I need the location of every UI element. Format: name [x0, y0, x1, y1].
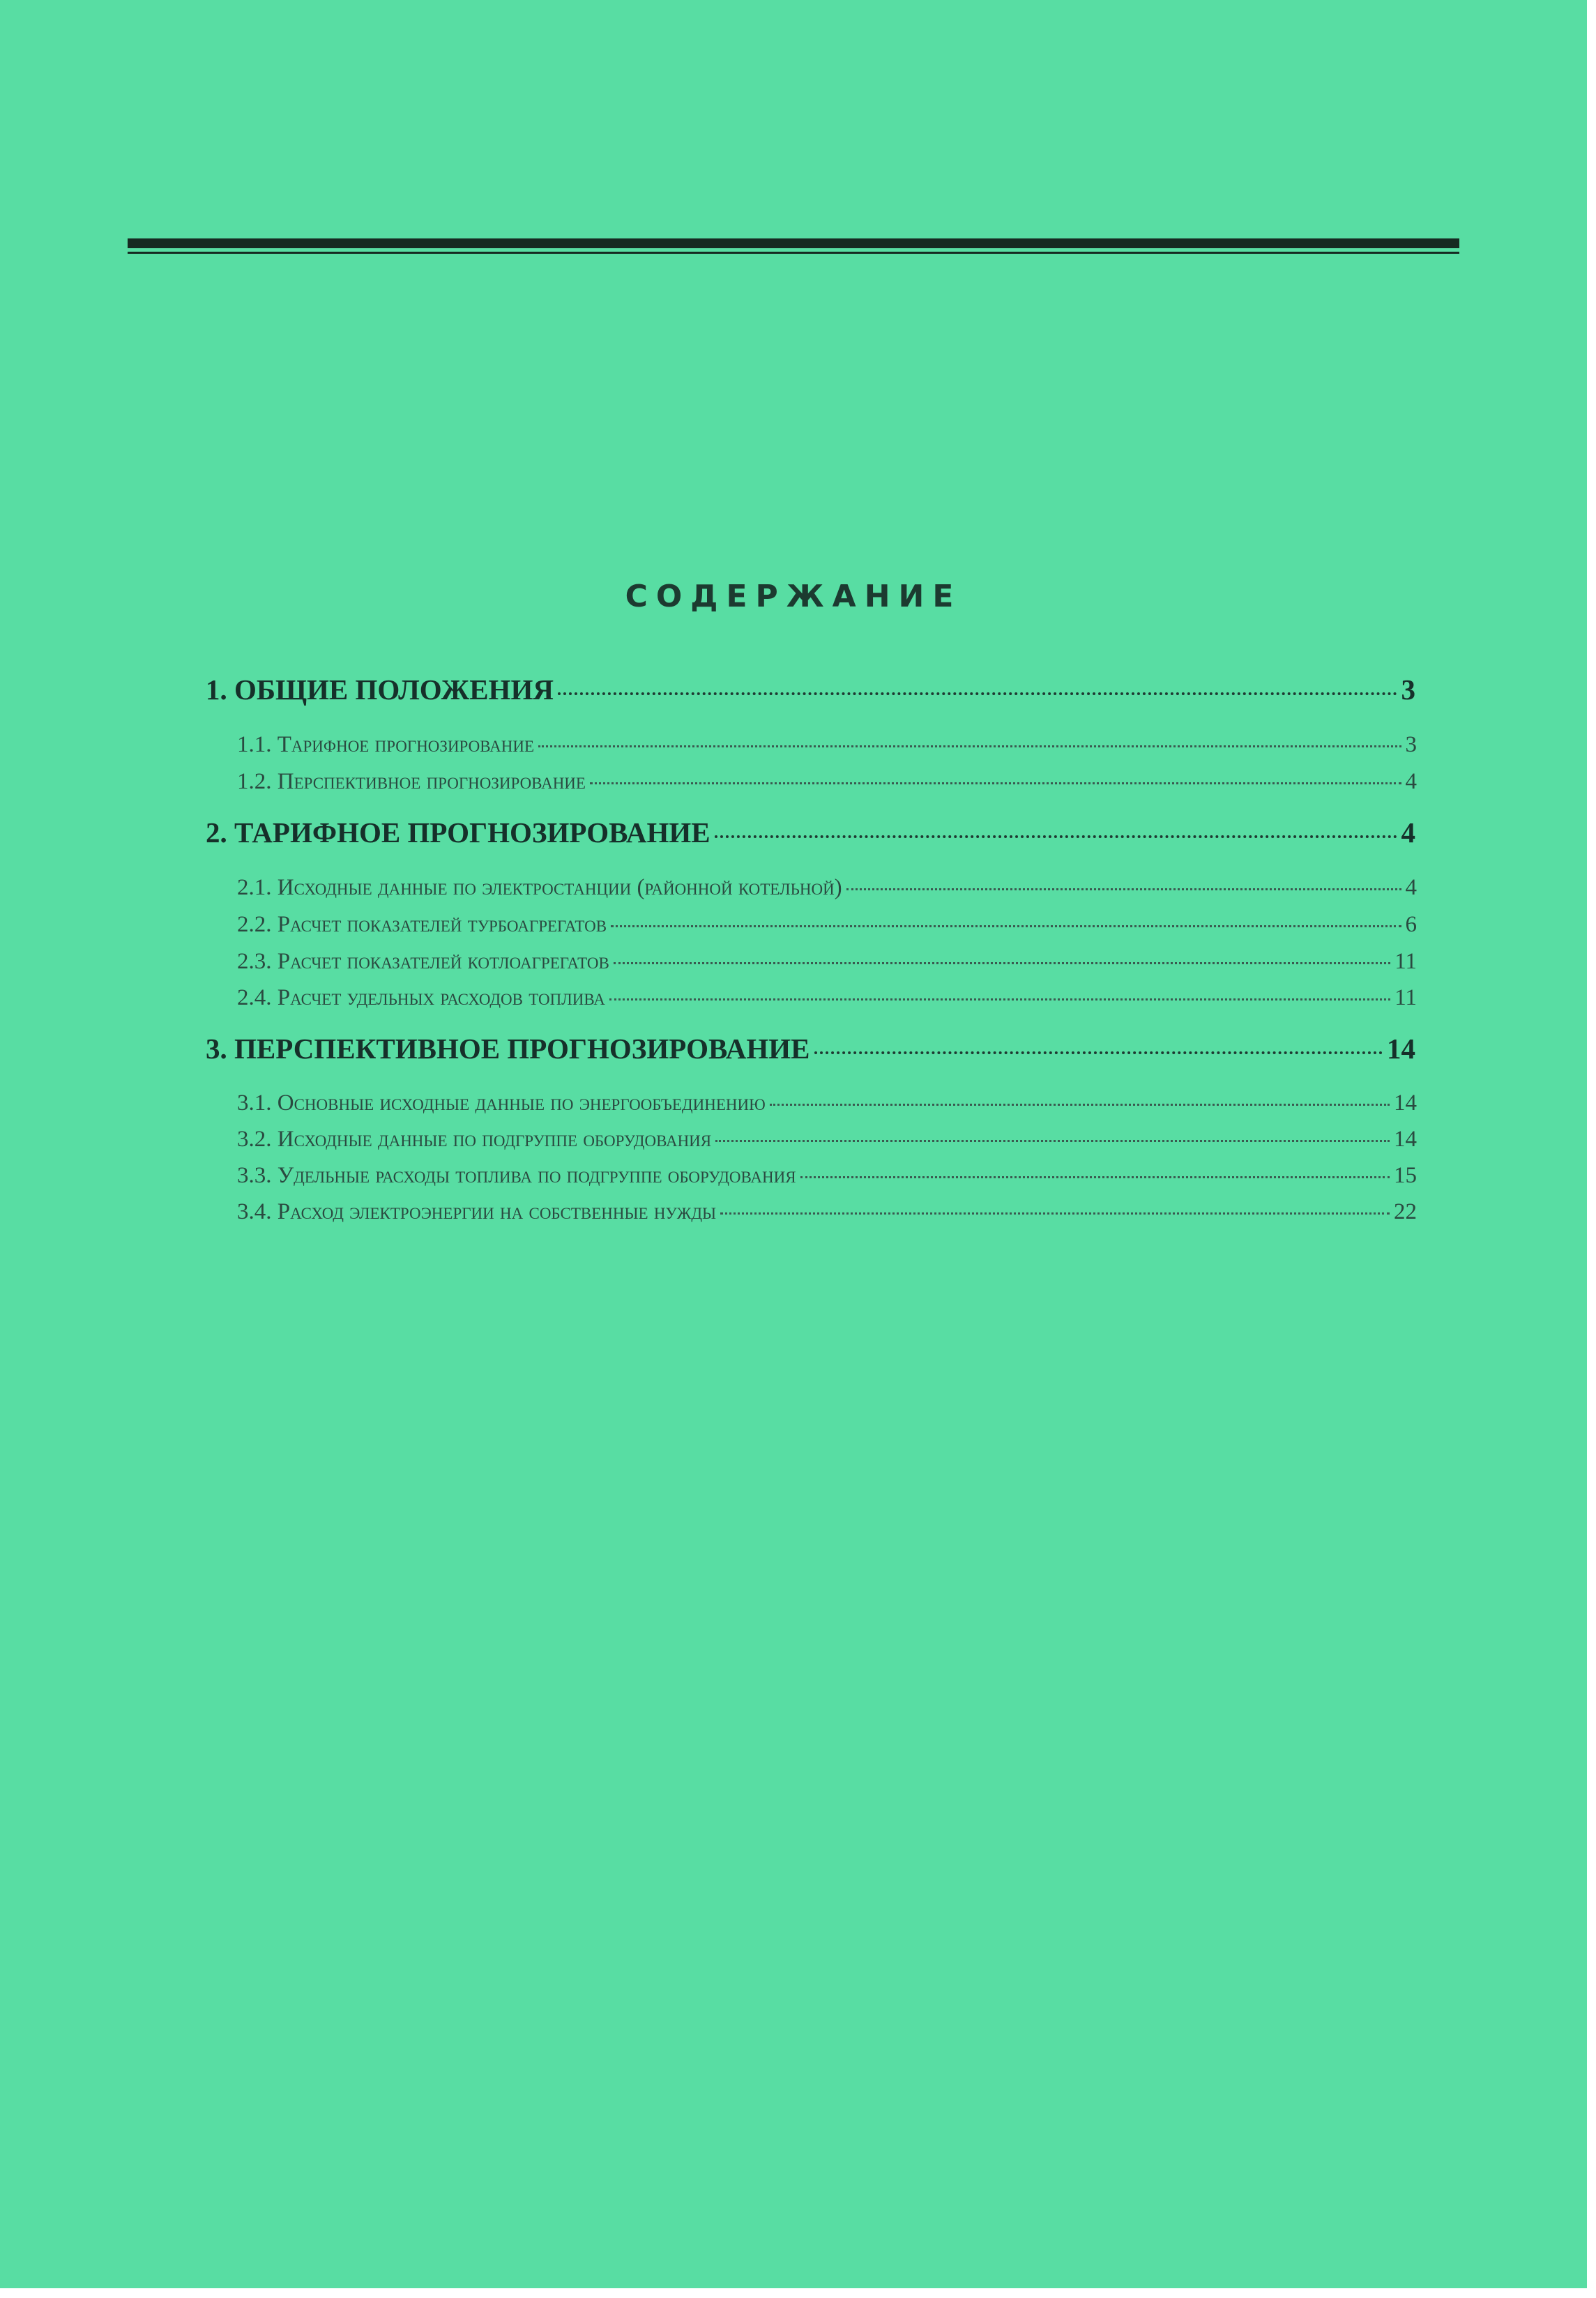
toc-dot-leader: [800, 1176, 1390, 1178]
toc-entry-page: 14: [1387, 1033, 1415, 1065]
toc-entry-label: 2.1. Исходные данные по электростанции (районной котельной): [237, 875, 842, 900]
toc-entry-label: 3.4. Расход электроэнергии на собственные нужды: [237, 1199, 717, 1224]
toc-section-entry: [206, 1032, 1415, 1065]
toc-subsection-entry: [237, 985, 1417, 1011]
toc-entry-page: 4: [1405, 769, 1417, 794]
toc-dot-leader: [715, 1140, 1390, 1142]
toc-dot-leader: [590, 782, 1401, 784]
toc-entry-label: 2.2. Расчет показателей турбоагрегатов: [237, 912, 607, 937]
toc-entry-label: 3.2. Исходные данные по подгруппе оборудования: [237, 1127, 712, 1152]
toc-dot-leader: [558, 692, 1397, 695]
toc-entry-label: 3.3. Удельные расходы топлива по подгруппе оборудования: [237, 1163, 796, 1188]
toc-dot-leader: [538, 745, 1401, 747]
toc-subsection-entry: [237, 1090, 1417, 1116]
toc-entry-page: 11: [1394, 985, 1417, 1010]
toc-entry-page: 14: [1394, 1127, 1417, 1152]
toc-subsection-entry: [237, 875, 1417, 901]
toc-subsection-entry: [237, 769, 1417, 795]
toc-dot-leader: [611, 925, 1401, 927]
toc-entry-page: 22: [1394, 1199, 1417, 1224]
toc-entry-label: 1.1. Тарифное прогнозирование: [237, 732, 535, 757]
toc-entry-label: 1. ОБЩИЕ ПОЛОЖЕНИЯ: [206, 674, 554, 706]
toc-entry-page: 15: [1394, 1163, 1417, 1188]
toc-entry-label: 3. ПЕРСПЕКТИВНОЕ ПРОГНОЗИРОВАНИЕ: [206, 1033, 810, 1065]
toc-dot-leader: [609, 998, 1390, 1000]
toc-dot-leader: [720, 1212, 1390, 1215]
toc-subsection-entry: [237, 1199, 1417, 1225]
toc-entry-page: 4: [1401, 816, 1415, 849]
toc-entry-page: 6: [1405, 912, 1417, 937]
toc-dot-leader: [614, 962, 1390, 964]
toc-entry-page: 14: [1394, 1090, 1417, 1116]
toc-subsection-entry: [237, 732, 1417, 758]
toc-entry-label: 1.2. Перспективное прогнозирование: [237, 769, 586, 794]
toc-entry-label: 2.3. Расчет показателей котлоагрегатов: [237, 949, 609, 974]
toc-section-entry: [206, 816, 1415, 849]
toc-entry-label: 2. ТАРИФНОЕ ПРОГНОЗИРОВАНИЕ: [206, 816, 710, 849]
toc-entry-page: 4: [1405, 875, 1417, 900]
toc-title: СОДЕРЖАНИЕ: [625, 579, 962, 614]
toc-dot-leader: [814, 1051, 1383, 1054]
toc-entry-page: 3: [1401, 674, 1415, 706]
toc-entry-label: 2.4. Расчет удельных расходов топлива: [237, 985, 605, 1010]
toc-entry-label: 3.1. Основные исходные данные по энергообъединению: [237, 1090, 766, 1116]
toc-subsection-entry: [237, 1163, 1417, 1189]
toc-subsection-entry: [237, 1127, 1417, 1152]
toc-subsection-entry: [237, 912, 1417, 938]
toc-entry-page: 3: [1405, 732, 1417, 757]
toc-entry-page: 11: [1394, 949, 1417, 974]
toc-dot-leader: [846, 888, 1401, 890]
toc-dot-leader: [770, 1104, 1390, 1106]
toc-dot-leader: [715, 835, 1397, 838]
toc-section-entry: [206, 673, 1415, 706]
toc-subsection-entry: [237, 949, 1417, 975]
